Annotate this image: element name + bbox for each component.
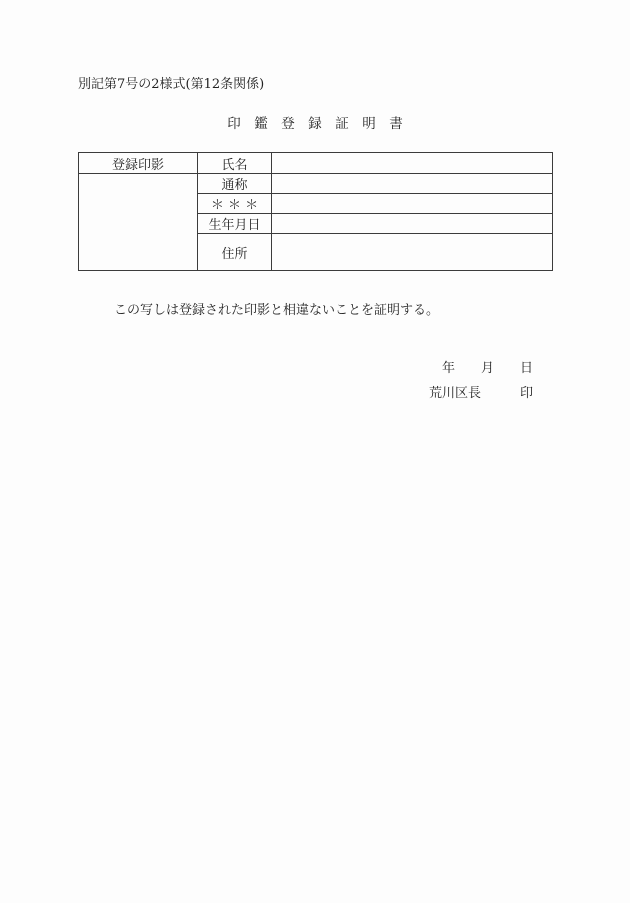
- field-value-name: [272, 153, 553, 174]
- field-label-birthdate: 生年月日: [198, 214, 272, 234]
- field-label-alias: 通称: [198, 174, 272, 194]
- field-label-name: 氏名: [198, 153, 272, 174]
- document-title: 印 鑑 登 録 証 明 書: [227, 116, 403, 132]
- issuer-mayor-seal-line: 荒川区長 印: [429, 386, 534, 401]
- certification-statement: この写しは登録された印影と相違ないことを証明する。: [114, 303, 440, 318]
- field-value-alias: [272, 174, 553, 194]
- certificate-table: [78, 152, 553, 271]
- field-value-masked: [272, 194, 553, 214]
- field-label-address: 住所: [198, 234, 272, 271]
- seal-impression-header: 登録印影: [79, 153, 198, 174]
- form-style-number: 別記第7号の2様式(第12条関係): [78, 77, 265, 92]
- seal-impression-area: [79, 174, 198, 271]
- table-row: [79, 153, 553, 174]
- field-label-masked: ＊ ＊ ＊: [198, 194, 272, 214]
- table-row: [79, 174, 553, 194]
- field-value-address: [272, 234, 553, 271]
- field-value-birthdate: [272, 214, 553, 234]
- date-line: 年 月 日: [442, 361, 534, 376]
